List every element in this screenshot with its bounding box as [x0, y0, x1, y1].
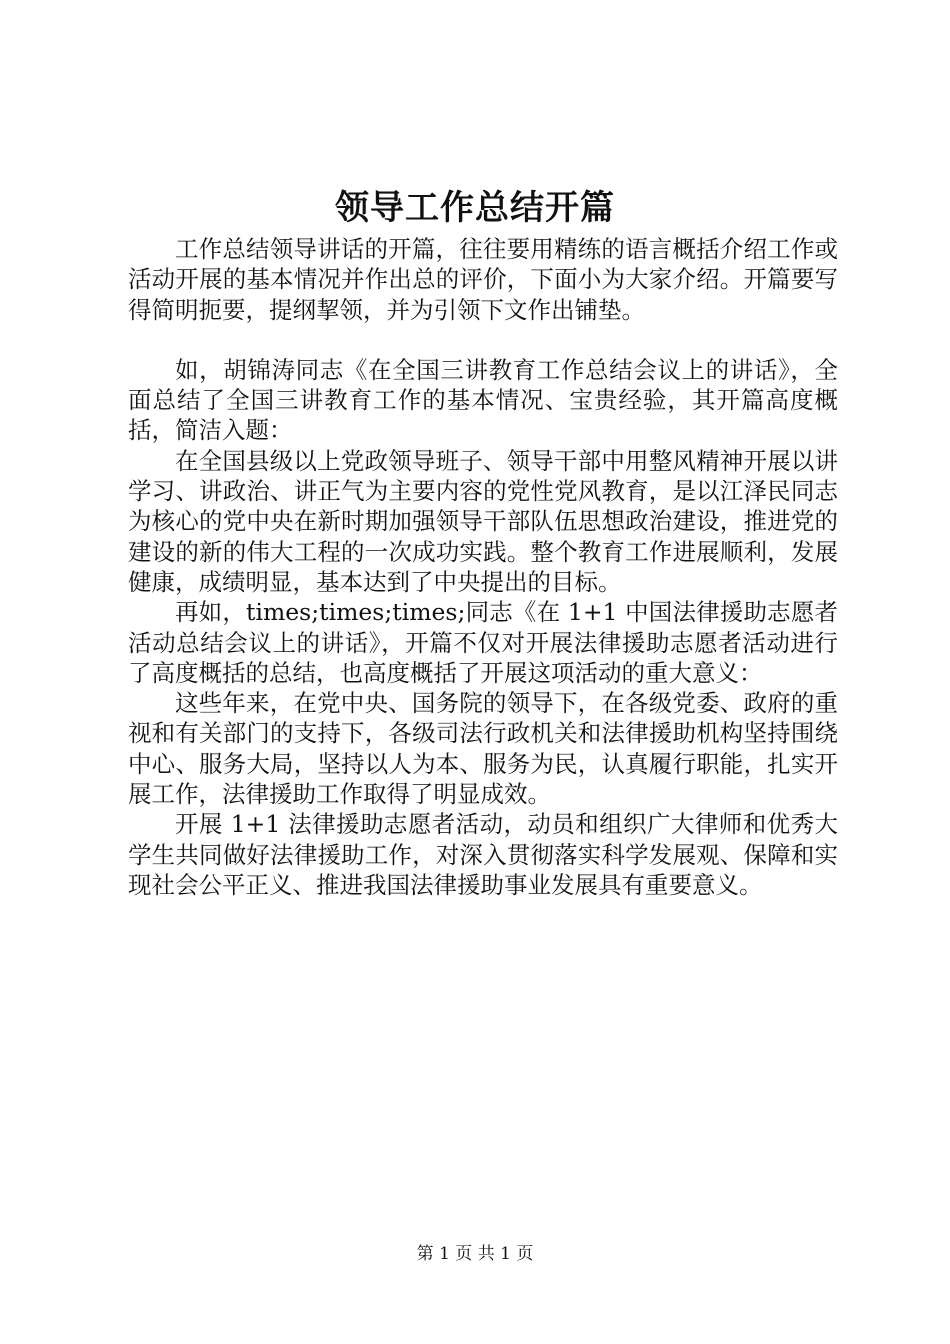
paragraph-quote-2: 这些年来，在党中央、国务院的领导下，在各级党委、政府的重视和有关部门的支持下，各级司法行政机关和法律援助机构坚持围绕中心、服务大局，坚持以人为本、服务为民，认真履行职能，扎实开展工作，法律援助工作取得了明显成效。: [128, 689, 838, 809]
page-footer: 第 1 页 共 1 页: [416, 1244, 534, 1264]
paragraph-spacer: [128, 325, 838, 355]
document-body: [128, 234, 838, 900]
paragraph-intro: 工作总结领导讲话的开篇，往往要用精练的语言概括介绍工作或活动开展的基本情况并作出总的评价，下面小为大家介绍。开篇要写得简明扼要，提纲挈领，并为引领下文作出铺垫。: [128, 235, 838, 324]
paragraph-quote-3: 开展 1+1 法律援助志愿者活动，动员和组织广大律师和优秀大学生共同做好法律援助工作，对深入贯彻落实科学发展观、保障和实现社会公平正义、推进我国法律援助事业发展具有重要意义。: [128, 810, 838, 899]
document-title: 领导工作总结开篇: [335, 188, 615, 228]
paragraph-example-1: 如，胡锦涛同志《在全国三讲教育工作总结会议上的讲话》，全面总结了全国三讲教育工作的基本情况、宝贵经验，其开篇高度概括，简洁入题：: [128, 355, 838, 445]
paragraph-example-2: 再如，times;times;times;同志《在 1+1 中国法律援助志愿者活动总结会议上的讲话》，开篇不仅对开展法律援助志愿者活动进行了高度概括的总结，也高度概括了开展这项活动的重大意义：: [128, 598, 838, 687]
paragraph-quote-1: 在全国县级以上党政领导班子、领导干部中用整风精神开展以讲学习、讲政治、讲正气为主要内容的党性党风教育，是以江泽民同志为核心的党中央在新时期加强领导干部队伍思想政治建设，推进党的建设的新的伟大工程的一次成功实践。整个教育工作进展顺利，发展健康，成绩明显，基本达到了中央提出的目标。: [128, 446, 838, 596]
